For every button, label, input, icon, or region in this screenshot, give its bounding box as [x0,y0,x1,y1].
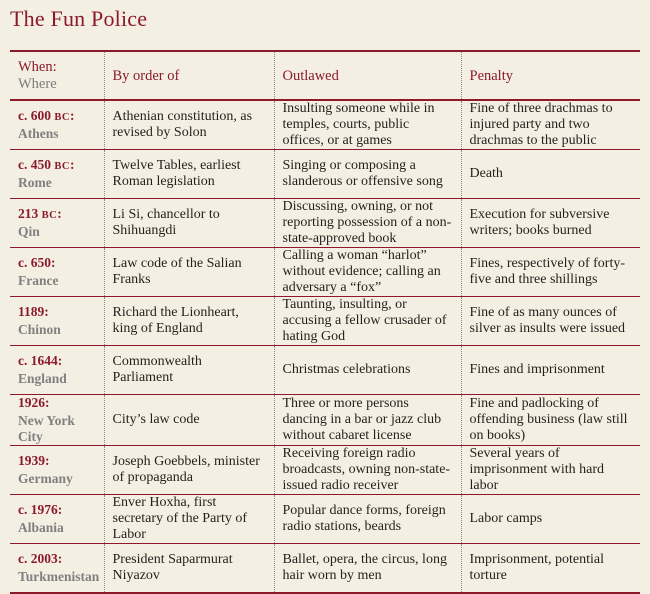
penalty-cell: Fine and padlocking of offending business (law still on books) [461,395,640,446]
penalty-cell: Fine of as many ounces of silver as insults were issued [461,297,640,346]
place: Germany [18,471,73,486]
place: Chinon [18,322,61,337]
outlawed-cell: Popular dance forms, foreign radio stations, beards [274,495,461,544]
when-where-cell [10,248,104,297]
date: c. 600 BC: [18,108,75,123]
outlawed-cell: Ballet, opera, the circus, long hair worn by men [274,544,461,593]
by-order-of-cell: City’s law code [104,395,274,446]
by-order-of-cell: Athenian constitution, as revised by Solon [104,100,274,150]
era: BC [54,161,70,172]
when-where-cell [10,346,104,395]
table-row [10,100,640,150]
outlawed-cell: Calling a woman “harlot” without evidence; calling an adversary a “fox” [274,248,461,297]
date: c. 1976: [18,502,63,517]
when-where-cell [10,100,104,150]
table-row [10,199,640,248]
penalty-cell: Labor camps [461,495,640,544]
outlawed-cell: Christmas celebrations [274,346,461,395]
era: BC [54,112,70,123]
place: England [18,371,67,386]
date: c. 450 BC: [18,157,75,172]
by-order-of-cell: President Saparmurat Niyazov [104,544,274,593]
penalty-cell: Fine of three drachmas to injured party and two drachmas to the public [461,100,640,150]
place: New York City [18,413,75,444]
table-row [10,150,640,199]
by-order-of-cell: Law code of the Salian Franks [104,248,274,297]
penalty-cell: Several years of imprisonment with hard labor [461,446,640,495]
date: 1926: [18,395,50,410]
by-order-of-cell: Twelve Tables, earliest Roman legislation [104,150,274,199]
place: Athens [18,126,59,141]
date: c. 2003: [18,550,63,566]
table-row [10,346,640,395]
header-when: When: [18,59,57,75]
penalty-cell: Imprisonment, potential torture [461,544,640,593]
page-title: The Fun Police [10,6,148,31]
header-penalty: Penalty [461,51,640,100]
date: 213 BC: [18,206,62,221]
when-where-cell [10,199,104,248]
date: c. 1644: [18,353,63,368]
place: Turkmenistan [18,568,100,584]
place: Rome [18,175,52,190]
by-order-of-cell: Commonwealth Parliament [104,346,274,395]
penalty-cell: Death [461,150,640,199]
header-where: Where [18,76,57,92]
when-where-cell [10,495,104,544]
laws-table [10,50,640,594]
when-where-cell [10,446,104,495]
penalty-cell: Fines and imprisonment [461,346,640,395]
by-order-of-cell: Enver Hoxha, first secretary of the Party of Labor [104,495,274,544]
when-where-cell [10,544,104,593]
table-row [10,297,640,346]
penalty-cell: Fines, respectively of forty-five and three shillings [461,248,640,297]
place: France [18,273,59,288]
header-by-order-of: By order of [104,51,274,100]
date: c. 650: [18,255,56,270]
outlawed-cell: Singing or composing a slanderous or offensive song [274,150,461,199]
outlawed-cell: Receiving foreign radio broadcasts, owning non-state-issued radio receiver [274,446,461,495]
outlawed-cell: Three or more persons dancing in a bar or jazz club without cabaret license [274,395,461,446]
when-where-cell [10,395,104,446]
table-row [10,495,640,544]
table-row [10,248,640,297]
by-order-of-cell: Li Si, chancellor to Shihuangdi [104,199,274,248]
outlawed-cell: Insulting someone while in temples, courts, public offices, or at games [274,100,461,150]
era: BC [41,210,58,221]
penalty-cell: Execution for subversive writers; books burned [461,199,640,248]
place: Albania [18,520,64,535]
outlawed-cell: Discussing, owning, or not reporting possession of a non-state-approved book [274,199,461,248]
by-order-of-cell: Richard the Lionheart, king of England [104,297,274,346]
table-row [10,446,640,495]
date: 1189: [18,304,49,319]
date: 1939: [18,453,50,468]
when-where-cell [10,150,104,199]
table-row [10,395,640,446]
place: Qin [18,224,40,239]
table-header-row [10,51,640,100]
header-outlawed: Outlawed [274,51,461,100]
outlawed-cell: Taunting, insulting, or accusing a fellow crusader of hating God [274,297,461,346]
header-when-where [10,51,104,100]
table-row [10,544,640,593]
when-where-cell [10,297,104,346]
by-order-of-cell: Joseph Goebbels, minister of propaganda [104,446,274,495]
